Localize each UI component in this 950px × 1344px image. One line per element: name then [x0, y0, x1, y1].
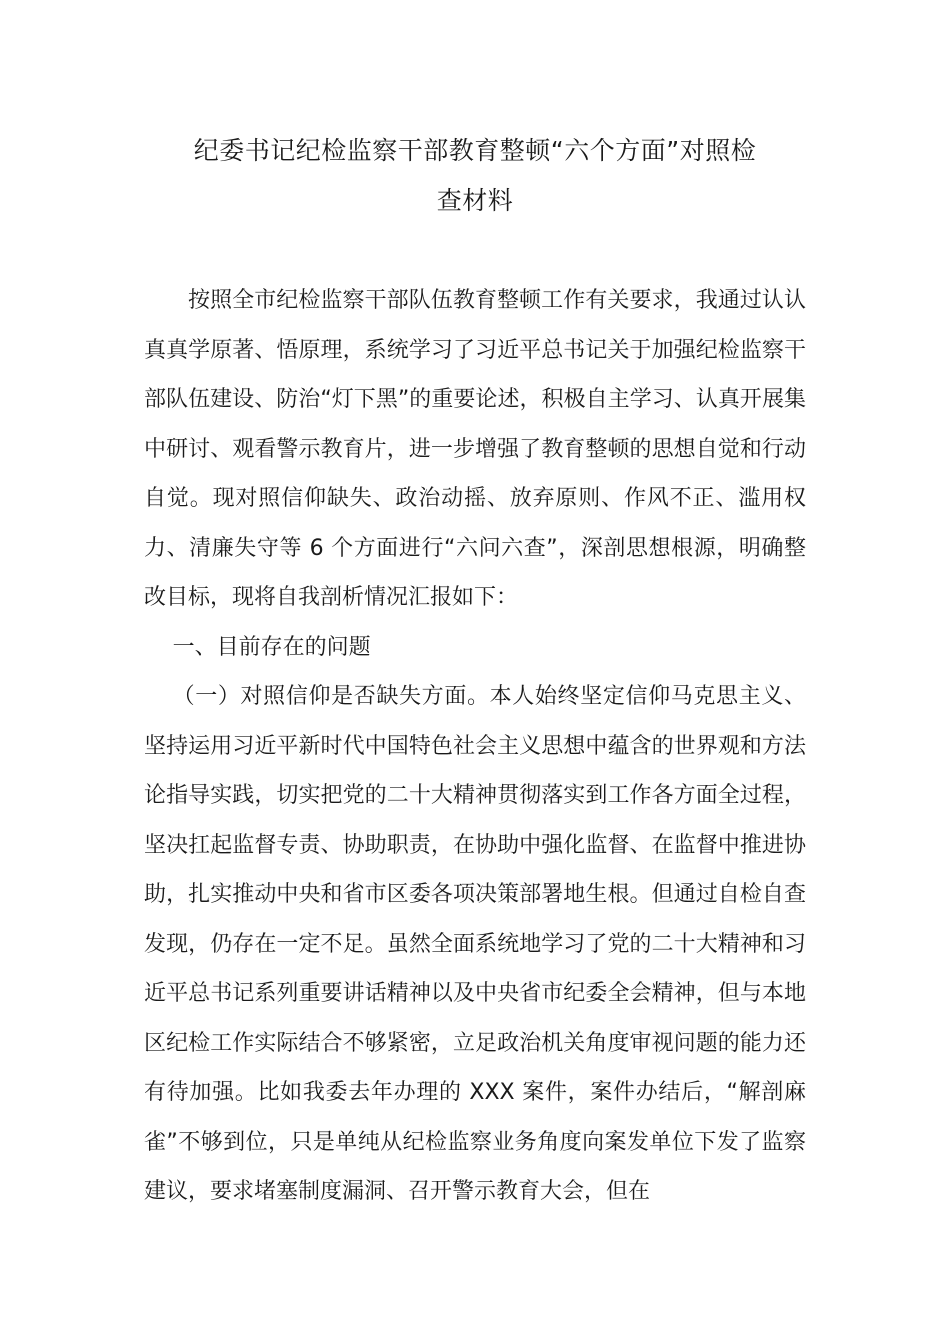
intro-paragraph: 按照全市纪检监察干部队伍教育整顿工作有关要求，我通过认认真真学原著、悟原理，系统学习了习近平总书记关于加强纪检监察干部队伍建设、防治“灯下黑”的重要论述，积极自主学习、认真开展集中研讨、观看警示教育片，进一步增强了教育整顿的思想自觉和行动自觉。现对照信仰缺失、政治动摇、放弃原则、作风不正、滥用权力、清廉失守等 6 个方面进行“六问六查”，深剖思想根源，明确整改目标，现将自我剖析情况汇报如下： — [144, 288, 806, 610]
document-body — [144, 276, 806, 1217]
section-heading-1: 一、目前存在的问题 — [172, 634, 371, 660]
document-title — [144, 126, 806, 226]
subsection-paragraph-1: （一）对照信仰是否缺失方面。本人始终坚定信仰马克思主义、坚持运用习近平新时代中国特色社会主义思想中蕴含的世界观和方法论指导实践，切实把党的二十大精神贯彻落实到工作各方面全过程，坚决扛起监督专责、协助职责，在协助中强化监督、在监督中推进协助，扎实推动中央和省市区委各项决策部署地生根。但通过自检自查发现，仍存在一定不足。虽然全面系统地学习了党的二十大精神和习近平总书记系列重要讲话精神以及中央省市纪委全会精神，但与本地区纪检工作实际结合不够紧密，立足政治机关角度审视问题的能力还有待加强。比如我委去年办理的 XXX 案件，案件办结后，“解剖麻雀”不够到位，只是单纯从纪检监察业务角度向案发单位下发了监察建议，要求堵塞制度漏洞、召开警示教育大会，但在 — [144, 684, 806, 1204]
title-line-2: 查材料 — [436, 186, 514, 215]
title-line-1: 纪委书记纪检监察干部教育整顿“六个方面”对照检 — [193, 136, 757, 165]
